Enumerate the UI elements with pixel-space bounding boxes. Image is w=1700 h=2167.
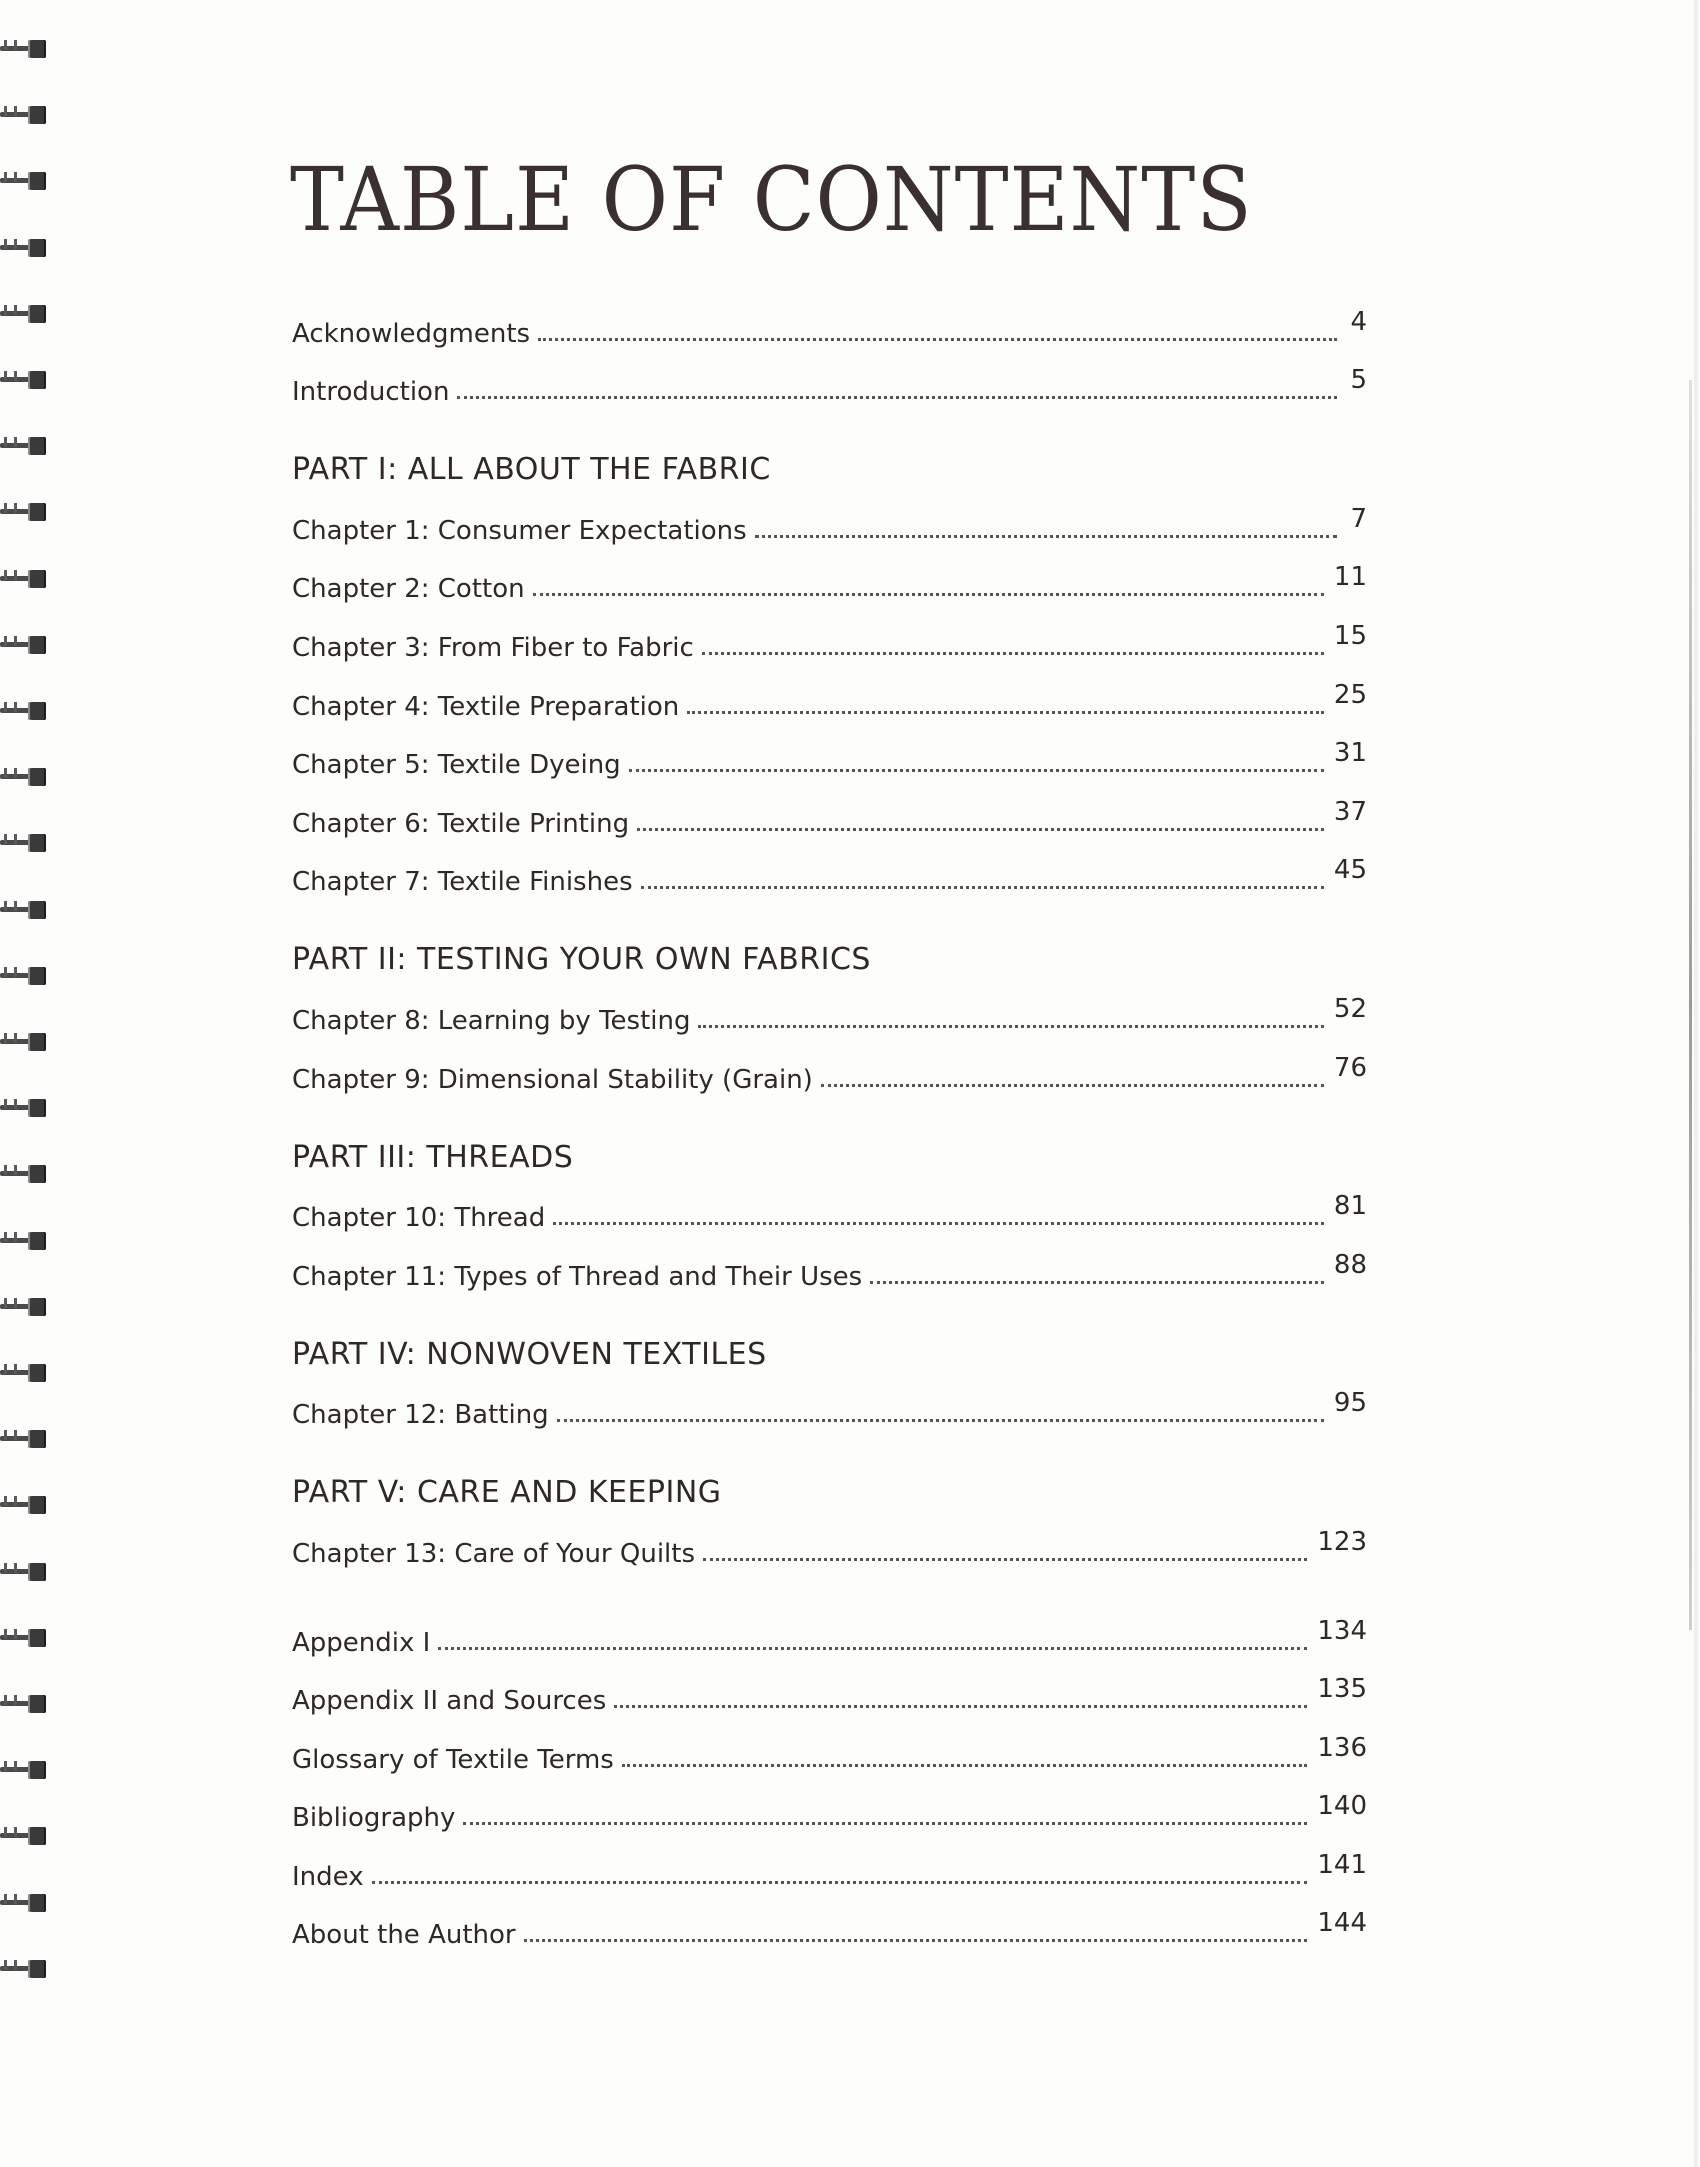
binding-coil	[0, 1825, 48, 1847]
toc-entry	[292, 1036, 1367, 1095]
binding-coil	[0, 1031, 48, 1053]
spacer	[292, 1430, 1367, 1452]
entry-label: Introduction	[292, 377, 450, 408]
dot-leader	[821, 1083, 1324, 1087]
entry-label: Chapter 1: Consumer Expectations	[292, 515, 747, 546]
page-number: 88	[1333, 1249, 1367, 1280]
page-number: 45	[1333, 855, 1367, 886]
binding-coil	[0, 1097, 48, 1119]
dot-leader	[755, 534, 1337, 538]
entry-label: Appendix I	[292, 1627, 431, 1658]
dot-leader	[553, 1221, 1324, 1225]
toc-entry	[292, 487, 1367, 546]
binding-coil	[0, 38, 48, 60]
binding-coil	[0, 634, 48, 656]
page-number: 135	[1317, 1674, 1367, 1705]
dot-leader	[524, 1938, 1308, 1942]
binding-coil	[0, 1163, 48, 1185]
dot-leader	[457, 395, 1337, 399]
entry-label: Chapter 12: Batting	[292, 1400, 549, 1431]
page-edge	[1694, 0, 1698, 2167]
entry-label: Chapter 13: Care of Your Quilts	[292, 1538, 696, 1569]
toc-entry	[292, 1775, 1367, 1834]
binding-coil	[0, 1693, 48, 1715]
binding-coil	[0, 1428, 48, 1450]
toc-entry	[292, 977, 1367, 1036]
dot-leader	[622, 1763, 1308, 1767]
dot-leader	[372, 1880, 1308, 1884]
page-number: 81	[1333, 1191, 1367, 1222]
table-of-contents	[292, 290, 1367, 1950]
dot-leader	[533, 592, 1324, 596]
binding-coil	[0, 237, 48, 259]
binding-coil	[0, 899, 48, 921]
toc-entry	[292, 839, 1367, 898]
page-number: 4	[1350, 306, 1367, 337]
entry-label: Chapter 11: Types of Thread and Their Uses	[292, 1261, 863, 1292]
binding-coil	[0, 435, 48, 457]
binding-coil	[0, 1759, 48, 1781]
dot-leader	[641, 885, 1324, 889]
binding-coil	[0, 1494, 48, 1516]
page-number: 15	[1333, 620, 1367, 651]
page-number: 136	[1317, 1732, 1367, 1763]
dot-leader	[438, 1646, 1307, 1650]
toc-entry	[292, 1233, 1367, 1292]
binding-coil	[0, 1230, 48, 1252]
page-number: 52	[1333, 993, 1367, 1024]
dot-leader	[687, 710, 1324, 714]
dot-leader	[463, 1821, 1307, 1825]
entry-label: Glossary of Textile Terms	[292, 1744, 614, 1775]
binding-coil	[0, 170, 48, 192]
dot-leader	[702, 651, 1324, 655]
page-number: 37	[1333, 796, 1367, 827]
entry-label: Chapter 2: Cotton	[292, 574, 525, 605]
entry-label: Bibliography	[292, 1803, 456, 1834]
entry-label: Chapter 4: Textile Preparation	[292, 691, 680, 722]
binding-coil	[0, 303, 48, 325]
binding-coil	[0, 501, 48, 523]
dot-leader	[637, 827, 1324, 831]
toc-entry	[292, 1833, 1367, 1892]
part-heading: PART II: TESTING YOUR OWN FABRICS	[292, 942, 871, 978]
entry-label: Appendix II and Sources	[292, 1686, 607, 1717]
binding-coil	[0, 832, 48, 854]
spacer	[292, 1292, 1367, 1314]
binding-coil	[0, 1362, 48, 1384]
part-heading: PART IV: NONWOVEN TEXTILES	[292, 1336, 767, 1372]
binding-coil	[0, 1561, 48, 1583]
dot-leader	[538, 337, 1337, 341]
dot-leader	[698, 1024, 1323, 1028]
part-heading: PART III: THREADS	[292, 1139, 574, 1175]
toc-entry	[292, 780, 1367, 839]
toc-entry	[292, 1892, 1367, 1951]
part-heading: PART V: CARE AND KEEPING	[292, 1475, 722, 1511]
entry-label: Chapter 9: Dimensional Stability (Grain)	[292, 1064, 813, 1095]
entry-label: About the Author	[292, 1920, 516, 1951]
entry-label: Chapter 6: Textile Printing	[292, 808, 630, 839]
toc-entry	[292, 1510, 1367, 1569]
page-title: TABLE OF CONTENTS	[290, 148, 1253, 251]
toc-entry	[292, 1599, 1367, 1658]
page-number: 95	[1333, 1388, 1367, 1419]
spacer	[292, 1569, 1367, 1599]
entry-label: Index	[292, 1861, 364, 1892]
binding-coil	[0, 104, 48, 126]
part-heading: PART I: ALL ABOUT THE FABRIC	[292, 452, 771, 488]
binding-coil	[0, 766, 48, 788]
toc-entry	[292, 663, 1367, 722]
page-number: 11	[1333, 562, 1367, 593]
entry-label: Chapter 8: Learning by Testing	[292, 1005, 691, 1036]
entry-label: Chapter 5: Textile Dyeing	[292, 750, 621, 781]
toc-entry	[292, 1175, 1367, 1234]
dot-leader	[557, 1418, 1324, 1422]
spacer	[292, 407, 1367, 429]
binding-coil	[0, 700, 48, 722]
page-number: 123	[1317, 1526, 1367, 1557]
toc-entry	[292, 1658, 1367, 1717]
toc-entry	[292, 1372, 1367, 1431]
page-number: 31	[1333, 738, 1367, 769]
binding-coil	[0, 369, 48, 391]
binding-coil	[0, 1958, 48, 1980]
binding-coil	[0, 1892, 48, 1914]
page-number: 25	[1333, 679, 1367, 710]
dot-leader	[703, 1557, 1307, 1561]
toc-entry	[292, 1716, 1367, 1775]
page-number: 141	[1317, 1849, 1367, 1880]
page-number: 140	[1317, 1791, 1367, 1822]
binding-coil	[0, 965, 48, 987]
toc-entry	[292, 546, 1367, 605]
entry-label: Chapter 3: From Fiber to Fabric	[292, 632, 694, 663]
page-edge-shadow	[1689, 380, 1692, 1630]
binding-coil	[0, 1296, 48, 1318]
page-number: 144	[1317, 1908, 1367, 1939]
entry-label: Acknowledgments	[292, 318, 531, 349]
dot-leader	[629, 768, 1324, 772]
toc-entry	[292, 722, 1367, 781]
page-number: 5	[1350, 365, 1367, 396]
page-number: 134	[1317, 1615, 1367, 1646]
page-number: 76	[1333, 1052, 1367, 1083]
toc-entry	[292, 349, 1367, 408]
spacer	[292, 1095, 1367, 1117]
dot-leader	[614, 1704, 1307, 1708]
binding-coil	[0, 1627, 48, 1649]
spacer	[292, 897, 1367, 919]
spiral-binding	[0, 20, 60, 2140]
entry-label: Chapter 7: Textile Finishes	[292, 867, 633, 898]
entry-label: Chapter 10: Thread	[292, 1203, 546, 1234]
dot-leader	[870, 1280, 1324, 1284]
binding-coil	[0, 568, 48, 590]
page-number: 7	[1350, 503, 1367, 534]
toc-entry	[292, 290, 1367, 349]
toc-entry	[292, 604, 1367, 663]
